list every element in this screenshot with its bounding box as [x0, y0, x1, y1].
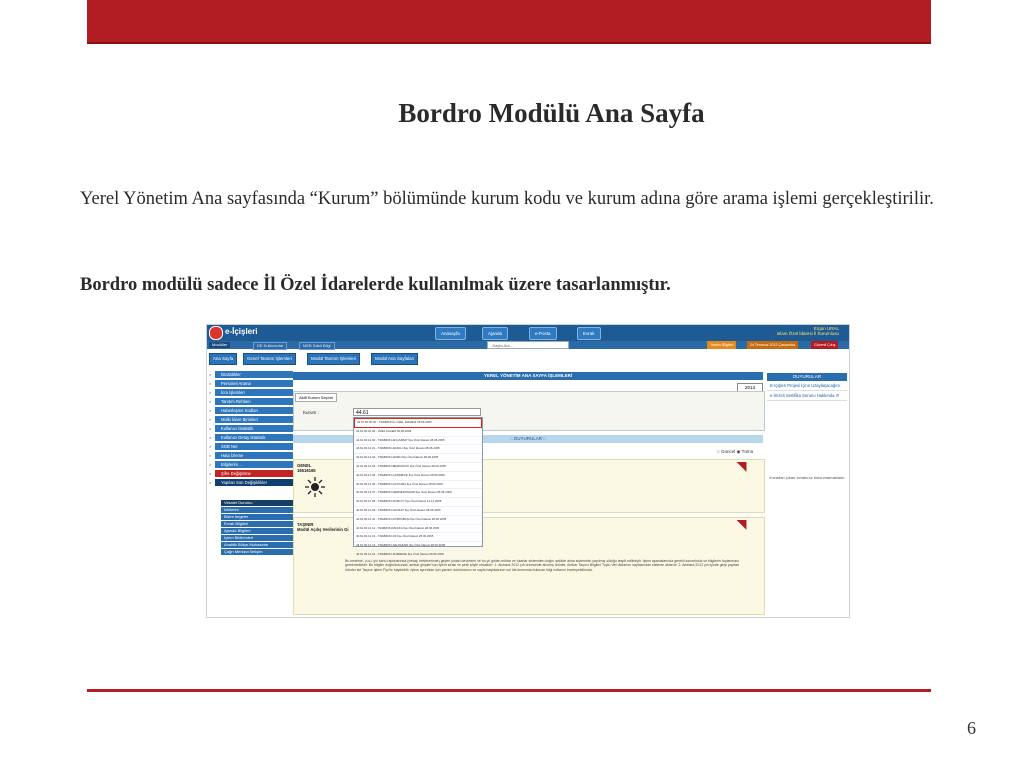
right-panel-note: İmzadan çıkan evrakınız bulunmamaktadır [769, 475, 845, 480]
sidebar-item[interactable] [209, 452, 293, 459]
sidebar-secondary-item[interactable]: Analitik Bütçe Muhasebe [221, 542, 293, 548]
sidebar-item-label: Kullanıcı İstatistik [221, 426, 254, 431]
year-select[interactable]: 2013 [737, 383, 763, 392]
sidebar-secondary-item[interactable]: Çağrı Merkezi İletişim [221, 549, 293, 555]
slide-title: Bordro Modülü Ana Sayfa [398, 98, 705, 128]
main-header: YEREL YÖNETİM ANA SAYFA İŞLEMLERİ [293, 372, 763, 380]
radio-all-label: Tümü [741, 449, 754, 454]
sidebar-item[interactable] [209, 398, 293, 405]
chevron-right-icon: > [209, 399, 212, 404]
sidebar-item-label: İstatistikler [221, 372, 241, 377]
radio-all-icon[interactable]: ◉ [736, 449, 741, 454]
date-chip: 24 Temmuz 2012 Çarşamba [747, 341, 798, 349]
sidebar-item[interactable] [209, 425, 293, 432]
dropdown-option[interactable]: 44.61.00.12.02 - TRABZON-ARSİN İlçe Özel İdaresi 28.06.2005 [354, 454, 482, 463]
slide-bold-note: Bordro modülü sadece İl Özel İdarelerde kullanılmak üzere tasarlanmıştır. [80, 275, 671, 295]
nav-agenda-button[interactable]: Ajanda [482, 327, 508, 340]
dropdown-option[interactable]: 44.61.00.12.04 - TRABZON-BEŞİKDÜZÜ İlçe Özel İdaresi 28.06.2005 [354, 463, 482, 472]
sidebar-item-label: Personel Arama [221, 381, 251, 386]
dropdown-option[interactable]: 44.61.00.12.05 - TRABZON-ÇARŞIBAŞI İlçe Özel İdaresi 28.06.2005 [354, 472, 482, 481]
sub-meb-button[interactable]: MEB Sabit Bilgi [299, 342, 335, 350]
sidebar-item[interactable] [209, 470, 293, 477]
chevron-right-icon: > [209, 471, 212, 476]
sidebar-item-label: Mülki İdare Birimleri [221, 417, 258, 422]
kurum-label: Kurum : [303, 410, 319, 415]
chevron-right-icon: > [209, 453, 212, 458]
user-name: Ergün URAL [813, 326, 839, 331]
sidebar-item-label: Yapılan Son Değişiklikler [221, 480, 268, 485]
kurum-dropdown[interactable] [353, 417, 483, 556]
sidebar-item[interactable] [209, 380, 293, 387]
sidebar-secondary-item[interactable]: Ajanda Bilgileri [221, 528, 293, 534]
tasinir-label [297, 522, 349, 532]
sidebar-secondary-item[interactable]: Vekalet Durumu [221, 500, 293, 506]
top-accent-bar [87, 0, 931, 42]
dropdown-option[interactable]: 44.61.00.00.00 - TRABZON İL ÖZEL İDARESİ 28.06.2005 [354, 418, 482, 428]
app-logo-icon [209, 326, 223, 340]
sub-users-button[interactable]: DE Kullanıcılar [253, 342, 287, 350]
right-panel-header: DUYURULAR [767, 373, 847, 381]
dropdown-option[interactable]: 44.61.00.01.00 - ÖZEL KALEM 06.08.2009 [354, 428, 482, 437]
radio-current-label: Güncel [720, 449, 736, 454]
sidebar-item-label: SGB Net [221, 444, 238, 449]
sidebar-item[interactable] [209, 371, 293, 378]
top-accent-line [87, 42, 931, 44]
chevron-right-icon: > [209, 408, 212, 413]
user-info [777, 326, 839, 336]
page-search-input[interactable]: -Sayfa Ara... [487, 341, 569, 349]
chevron-right-icon: > [209, 426, 212, 431]
radio-current-icon[interactable]: ○ [717, 449, 720, 454]
app-screenshot [206, 324, 850, 618]
sidebar-item[interactable] [209, 389, 293, 396]
right-panel [767, 373, 847, 401]
right-panel-link[interactable]: E-Içişleri Projesi İçine Uzaylaşacağım [767, 381, 847, 391]
tab-home[interactable]: Ana Sayfa [209, 353, 237, 365]
sidebar-menu-secondary [221, 500, 293, 556]
sidebar-item-label: Haberleşme Kodları [221, 408, 259, 413]
dropdown-option[interactable]: 44.61.00.12.10 - TRABZON-KÖPRÜBAŞI İlçe Özel İdaresi 28.06.2005 [354, 516, 482, 525]
sidebar-menu [209, 371, 293, 488]
chevron-right-icon: > [209, 480, 212, 485]
tab-active-kurum[interactable]: Aktif Kurum Seçimi [295, 393, 337, 402]
sidebar-item[interactable] [209, 407, 293, 414]
sidebar-item-label: Bilgilerim ... [221, 462, 243, 467]
sun-icon [305, 477, 325, 497]
dropdown-option[interactable]: 44.61.00.12.06 - TRABZON-ÇAYKARA İlçe Özel İdaresi 28.06.2005 [354, 481, 482, 490]
tab-module-intro[interactable]: Modül Tanıtım İşlemleri [307, 353, 360, 365]
general-code: 16516165 [297, 468, 316, 473]
dropdown-option[interactable]: 44.61.00.12.01 - TRABZON-ARAKLI İlçe Özel İdaresi 28.06.2005 [354, 445, 482, 454]
dropdown-option[interactable]: 44.61.00.12.11 - TRABZON-MAÇKA İlçe Özel İdaresi 28.06.2005 [354, 525, 482, 534]
info-chip[interactable]: Yerelin Bilgileri [707, 341, 736, 349]
dropdown-option[interactable]: 44.61.00.12.00 - TRABZON-AKÇAABAT İlçe Özel İdaresi 28.06.2005 [354, 437, 482, 446]
sidebar-secondary-item[interactable]: İzinlerim [221, 507, 293, 513]
sidebar-item[interactable] [209, 434, 293, 441]
nav-email-button[interactable]: e-Posta [529, 327, 557, 340]
page-number: 6 [967, 718, 976, 738]
user-role: Islam Özel İdaresi İl Sorumlusu [776, 331, 839, 336]
announcement-body: Bu nedenle, 2012 yılı sonu raporlarında (hesap cetvellerinde) geçen yıldan devreden ve bu yıl girilen miktar ve tutarlar sistemden doğru şekilde alma sisteminin yapılmış olduğu tespit edilmiştir. İşlem aşamalarında gerekli sorumluluk ve bilgilerin toplanması gerekmektedir. Bu bilgiler doğrultusunda, ambar girişleri için işlem sırası ve şekli şöyle olmalıdır: 1. Ambara 2012 yılı öncesinde alınmış ürünler, Ambar Taşınır Bilgileri Toplu Veri Aktarımı sayfasından sisteme aktarılır. 2. Ambara 2012 yılı içinde girişi yapılan ürünler ise Taşınır İşlem Fişi ile kaydedilir. İşlem ayrıntıları için yardım dokümanını ve sayfa başlıklarının sol üst kısmında bulunan bilgi notlarını inceleyebilirsiniz. [345, 559, 740, 572]
dropdown-option[interactable]: 44.61.00.12.09 - TRABZON-HAYRAT İlçe Özel İdaresi 28.06.2005 [354, 507, 482, 516]
slide-paragraph: Yerel Yönetim Ana sayfasında “Kurum” bölümünde kurum kodu ve kurum adına göre arama işlemi gerçekleştirilir. [80, 189, 934, 209]
chevron-right-icon: > [209, 390, 212, 395]
logout-button[interactable]: Güvenli Çıkış [811, 341, 838, 349]
nav-home-button[interactable]: Anasayfa [435, 327, 466, 340]
app-header [207, 325, 849, 341]
nav-document-button[interactable]: Evrak [577, 327, 601, 340]
chevron-right-icon: > [209, 444, 212, 449]
sidebar-item[interactable] [209, 443, 293, 450]
dropdown-option[interactable]: 44.61.00.12.13 - TRABZON-ŞALPAZARI İlçe Özel İdaresi 28.06.2005 [354, 542, 482, 551]
kurum-input[interactable]: 44.61 [353, 408, 481, 416]
sidebar-item-label: Şifre Değiştirme [221, 471, 251, 476]
tasinir-subtitle: Modül Açılış Verilerinin Gi [297, 527, 349, 532]
sidebar-secondary-item[interactable]: İçlem Bildirimleri [221, 535, 293, 541]
tab-module-pages[interactable]: Modül Ana Sayfaları [371, 353, 418, 365]
sidebar-item-label: Kullanıcı Detay İstatistik [221, 435, 266, 440]
tasinir-title: TAŞINIR [297, 522, 314, 527]
sidebar-secondary-item[interactable]: Evrak Bilgileri [221, 521, 293, 527]
modules-menu[interactable]: Modüller [209, 342, 230, 348]
sidebar-item[interactable] [209, 461, 293, 468]
announcement-filter [717, 449, 753, 455]
sidebar-item-label: Tanıtım Rehberi [221, 399, 251, 404]
chevron-right-icon: > [209, 417, 212, 422]
sidebar-item[interactable] [209, 416, 293, 423]
sidebar-item[interactable] [209, 479, 293, 486]
right-panel-link[interactable]: e-İmzeli Sertifika Sorunu Hakkında !!! [767, 391, 847, 401]
announcements-header: :: DUYURULAR :: [293, 435, 763, 443]
tab-general[interactable]: Genel Tanıtım İşlemleri [243, 353, 296, 365]
sidebar-item-label: İcra İşlemleri [221, 390, 245, 395]
dropdown-option[interactable]: 44.61.00.12.08 - TRABZON-DÜZKÖY İlçe Özel İdaresi 14.12.2005 [354, 498, 482, 507]
general-label [297, 463, 316, 473]
sidebar-item-label: Hata İzleme [221, 453, 244, 458]
bottom-accent-line [87, 689, 931, 692]
chevron-right-icon: > [209, 381, 212, 386]
general-title: GENEL [297, 463, 312, 468]
app-title: e-İçişleri [225, 327, 258, 336]
dropdown-option[interactable]: 44.61.00.12.07 - TRABZON-DERNEKPAZARI İlçe Özel İdaresi 28.06.2005 [354, 489, 482, 498]
dropdown-option[interactable]: 44.61.00.12.14 - TRABZON-SÜRMENE İlçe Özel İdaresi 28.06.2005 [354, 551, 482, 560]
chevron-right-icon: > [209, 462, 212, 467]
dropdown-option[interactable]: 44.61.00.12.12 - TRABZON-OF İlçe Özel İdaresi 28.06.2005 [354, 533, 482, 542]
chevron-right-icon: > [209, 372, 212, 377]
sidebar-secondary-item[interactable]: Bizim İmgeler [221, 514, 293, 520]
chevron-right-icon: > [209, 435, 212, 440]
